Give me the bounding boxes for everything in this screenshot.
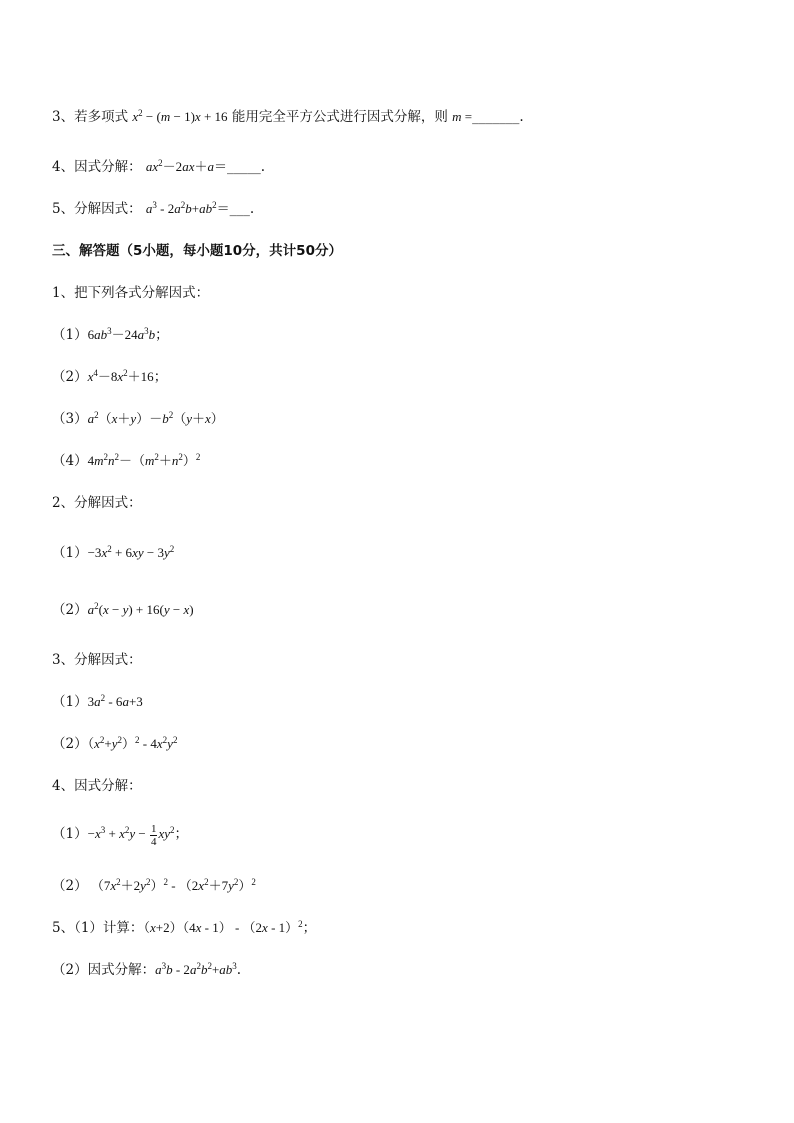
fill-question-5	[52, 200, 254, 218]
problem-4-part-2	[52, 877, 256, 895]
question-text: 3、若多项式	[52, 109, 129, 125]
math-expression: $(x^2+y^2)^2 - 4x^2y^2$	[87, 735, 178, 751]
question-text: 5、分解因式：	[52, 201, 142, 217]
problem-2-part-1	[52, 544, 174, 562]
period: .	[260, 159, 266, 175]
part-label: （2）	[52, 878, 88, 894]
math-expression: $4m^2n^2-(m^2+n^2)^2$	[87, 452, 201, 468]
section-heading: 三、解答题（5小题，每小题10分，共计50分）	[52, 243, 342, 259]
punctuation: ；	[155, 327, 169, 343]
math-expression: $3a^2 - 6a+3$	[87, 693, 143, 709]
problem-4-title: 4、因式分解：	[52, 778, 142, 794]
part-label: （4）	[52, 453, 88, 469]
problem-3-title: 3、分解因式：	[52, 652, 142, 668]
math-expression: $ax^2-2ax+a=$	[145, 158, 227, 174]
punctuation: ；	[302, 920, 317, 936]
problem-5-part-2	[52, 961, 241, 979]
problem-4-part-1	[52, 820, 188, 848]
problem-1-part-3	[52, 410, 224, 428]
fill-question-4	[52, 158, 265, 176]
part-label: （2）	[52, 369, 88, 385]
math-expression: $a^2(x+y)-b^2(y+x)$	[87, 410, 224, 426]
problem-1-part-4	[52, 452, 200, 470]
punctuation: ；	[153, 369, 168, 385]
problem-5-part-1	[52, 919, 316, 937]
question-text: 能用完全平方公式进行因式分解，则	[231, 109, 448, 125]
problem-1-part-2	[52, 368, 167, 386]
punctuation: ；	[174, 826, 189, 842]
part-label: （1）计算：	[74, 920, 144, 936]
math-expression: $-x^3 + x^2y$ − $\frac{1}{4}$ $xy^2$	[87, 822, 175, 848]
answer-blank[interactable]: _______	[472, 109, 520, 125]
math-expression: $6ab^3-24a^3b$	[87, 326, 156, 342]
part-label: （2）因式分解：	[52, 962, 156, 978]
part-label: （1）	[52, 826, 88, 842]
math-expression: $(7x^2+2y^2)^2 - (2x^2+7y^2)^2$	[87, 877, 256, 893]
period: .	[249, 201, 255, 217]
problem-3-part-1	[52, 693, 143, 711]
math-expression: $a^2(x - y) + 16(y - x)$	[87, 601, 194, 617]
part-label: （1）	[52, 694, 88, 710]
part-label: （2）	[52, 602, 88, 618]
fraction: $\frac{1}{4}$	[150, 822, 157, 848]
part-label: （1）	[52, 327, 88, 343]
problem-2-title: 2、分解因式：	[52, 495, 142, 511]
math-expression: （x+2）（4x - 1） - （2x - 1）$^2$	[143, 919, 303, 935]
question-text: 4、因式分解：	[52, 159, 142, 175]
problem-3-part-2	[52, 735, 177, 753]
answer-blank[interactable]: ___	[229, 201, 250, 217]
problem-1-part-1	[52, 326, 169, 344]
problem-2-part-2	[52, 601, 194, 619]
math-variable: m =	[452, 109, 473, 124]
math-expression: $a^3b - 2a^2b^2+ab^3$	[155, 961, 237, 977]
math-expression: $x^2 - (m - 1)x + 16$	[132, 108, 228, 124]
part-label: （1）	[52, 545, 88, 561]
period: .	[519, 109, 524, 125]
problem-5-title: 5、	[52, 920, 75, 936]
math-expression: $x^4-8x^2+16$	[87, 368, 154, 384]
math-expression: $-3x^2 + 6xy - 3y^2$	[87, 544, 175, 560]
part-label: （3）	[52, 411, 88, 427]
math-expression: $a^3 - 2a^2b+ab^2=$	[145, 200, 230, 216]
part-label: （2）	[52, 736, 88, 752]
problem-1-title: 1、把下列各式分解因式：	[52, 285, 210, 301]
answer-blank[interactable]: _____	[227, 159, 261, 175]
fill-question-3	[52, 108, 524, 126]
punctuation: .	[236, 962, 242, 978]
